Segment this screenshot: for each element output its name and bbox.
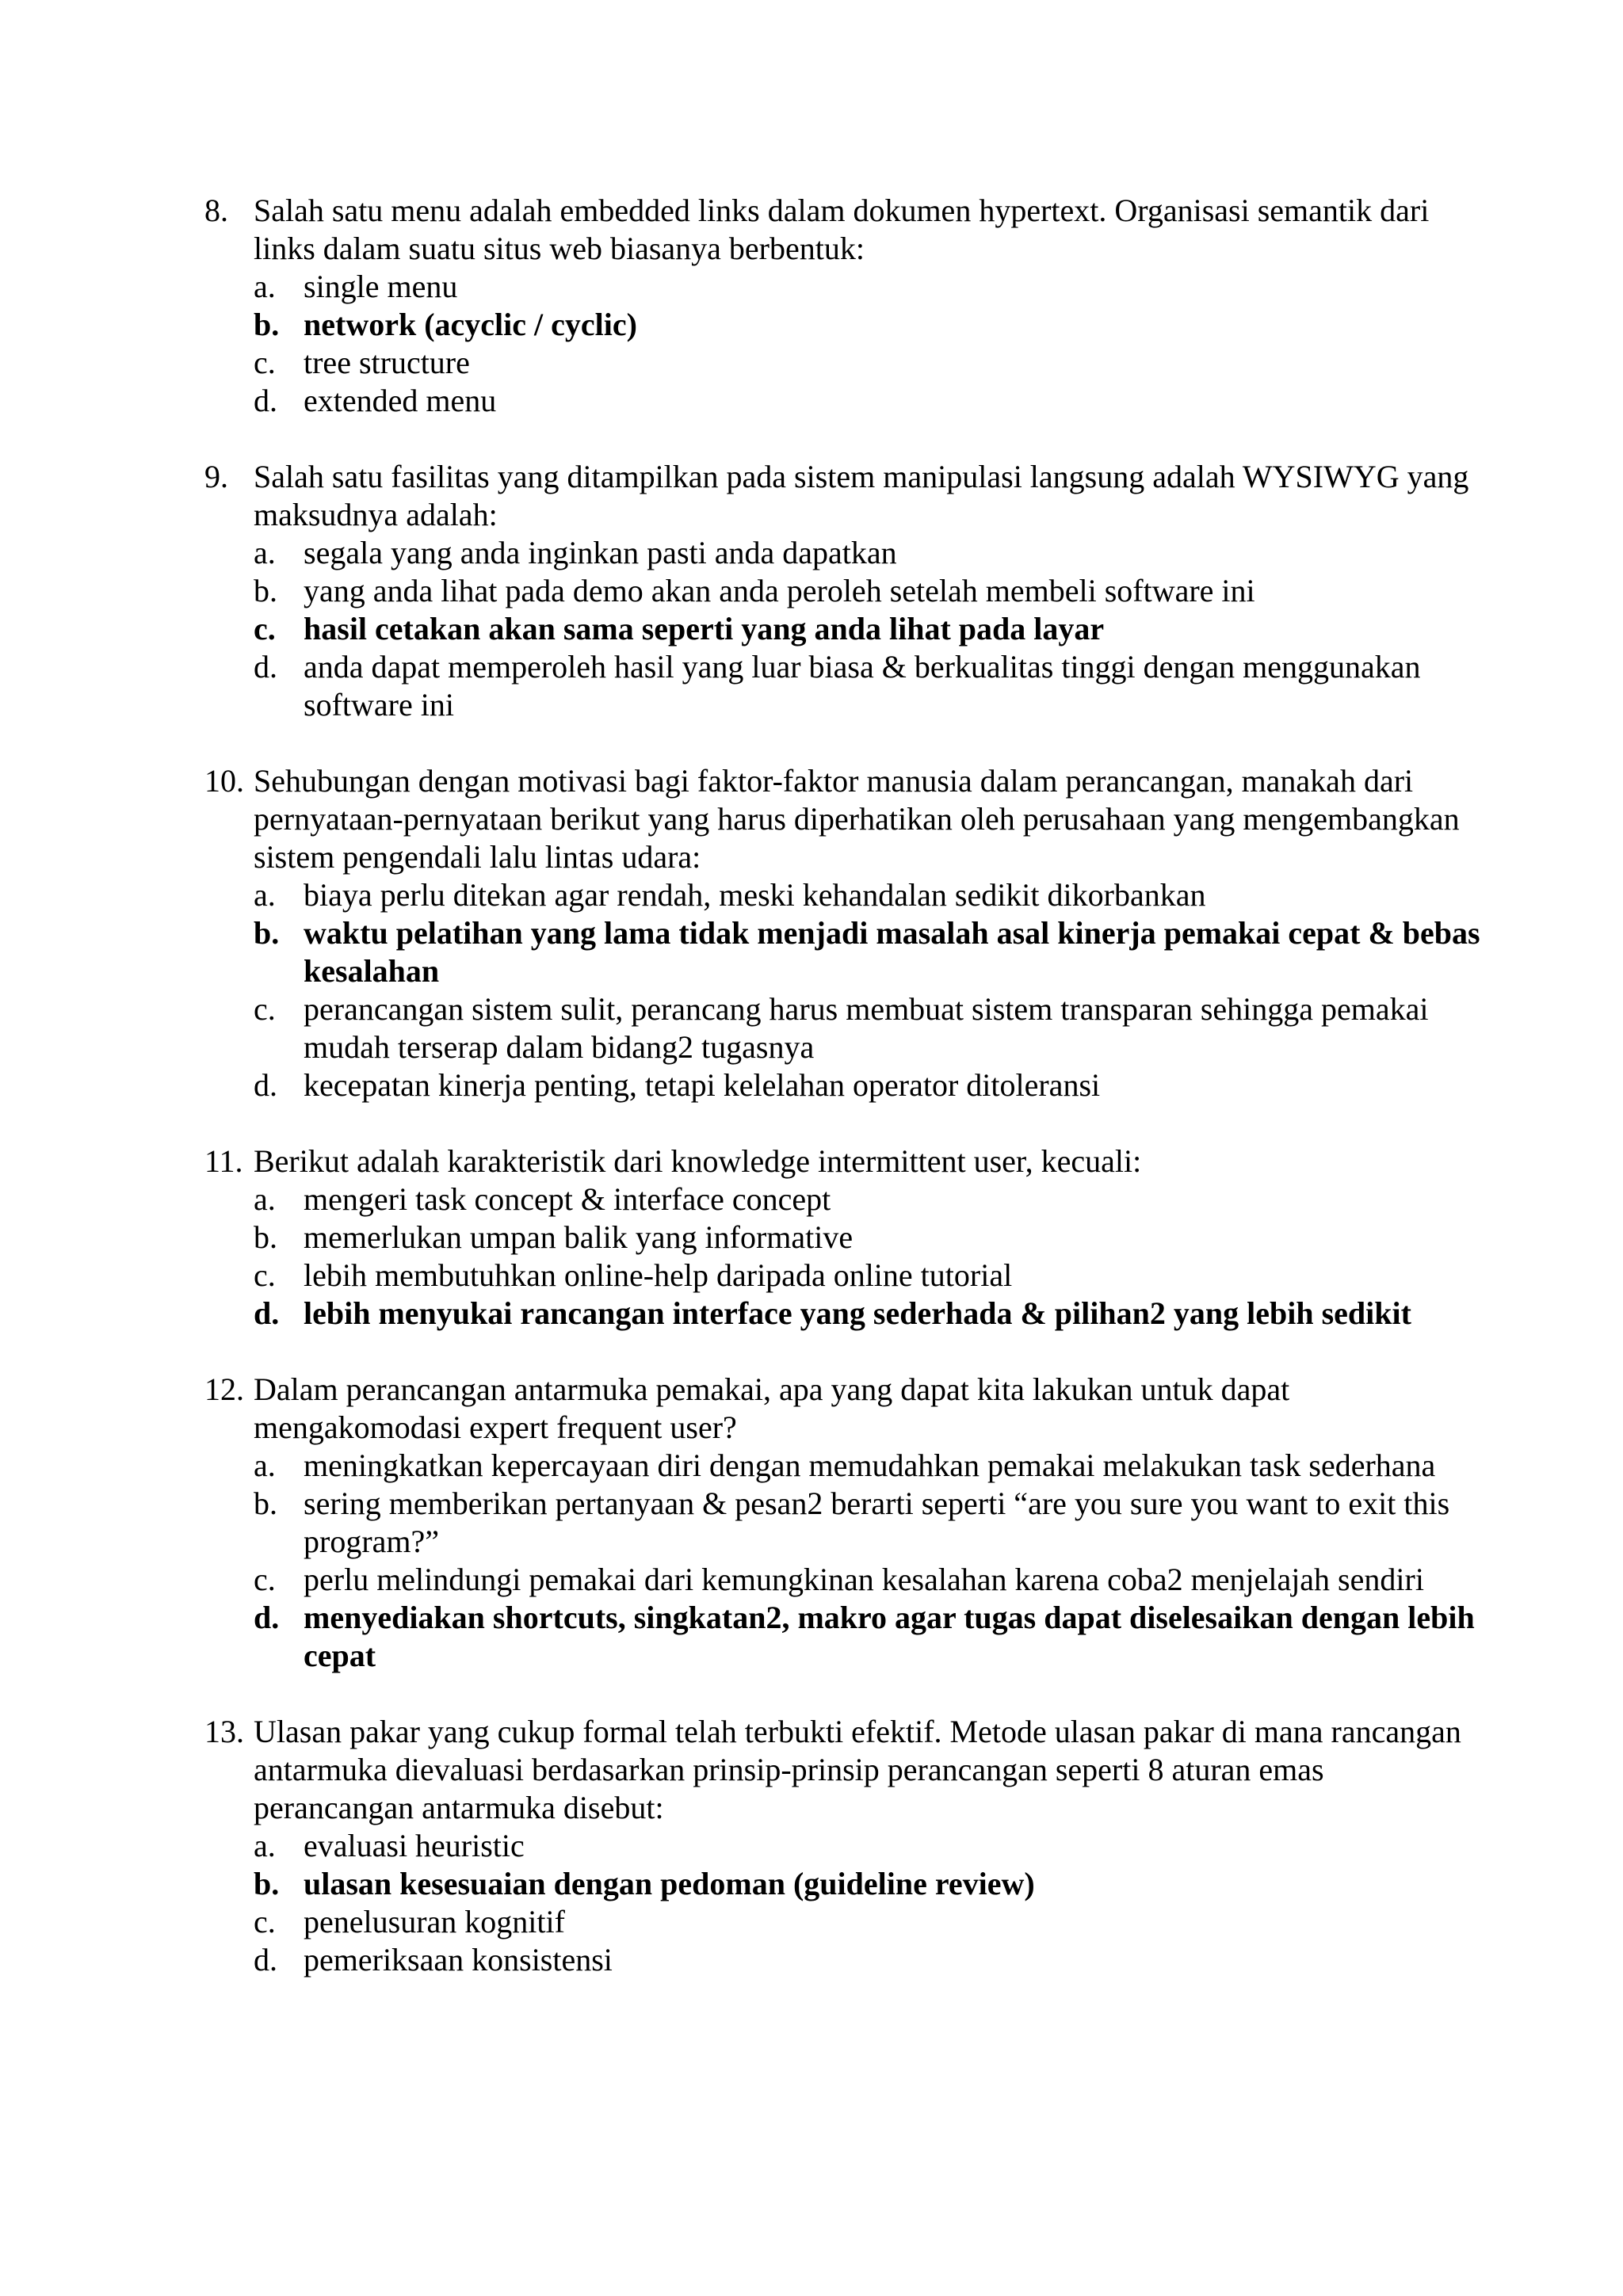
- option-list: [204, 1180, 1488, 1333]
- option-text: hasil cetakan akan sama seperti yang anda lihat pada layar: [304, 611, 1105, 646]
- option-text: penelusuran kognitif: [304, 1904, 565, 1939]
- option-text: biaya perlu ditekan agar rendah, meski kehandalan sedikit dikorbankan: [304, 877, 1206, 913]
- option-a: [204, 1180, 1488, 1219]
- option-list: [204, 268, 1488, 420]
- question-text: Sehubungan dengan motivasi bagi faktor-faktor manusia dalam perancangan, manakah dari pernyataan-pernyataan berikut yang harus diperhatikan oleh perusahaan yang mengembangkan sistem pengendali lalu lintas udara:: [254, 763, 1460, 875]
- option-label: a.: [254, 877, 276, 913]
- option-c: [204, 344, 1488, 382]
- question-stem: [204, 458, 1488, 534]
- option-b: [204, 1485, 1488, 1561]
- question-9: [204, 458, 1488, 724]
- question-12: [204, 1371, 1488, 1675]
- question-13: [204, 1713, 1488, 1979]
- option-label: d.: [254, 383, 277, 418]
- option-label: d.: [254, 1295, 280, 1331]
- option-text: evaluasi heuristic: [304, 1828, 525, 1863]
- option-text: anda dapat memperoleh hasil yang luar biasa & berkualitas tinggi dengan menggunakan software ini: [304, 649, 1421, 723]
- option-text: sering memberikan pertanyaan & pesan2 berarti seperti “are you sure you want to exit this program?”: [304, 1486, 1450, 1559]
- option-label: b.: [254, 915, 280, 951]
- option-b-correct: [204, 306, 1488, 344]
- option-d-correct: [204, 1295, 1488, 1333]
- option-a: [204, 1827, 1488, 1865]
- option-c: [204, 1257, 1488, 1295]
- question-stem: [204, 192, 1488, 268]
- option-label: d.: [254, 1942, 277, 1978]
- option-text: waktu pelatihan yang lama tidak menjadi masalah asal kinerja pemakai cepat & bebas kesalahan: [304, 915, 1480, 989]
- option-text: ulasan kesesuaian dengan pedoman (guideline review): [304, 1866, 1035, 1901]
- option-label: c.: [254, 1904, 276, 1939]
- question-stem: [204, 762, 1488, 876]
- option-a: [204, 534, 1488, 572]
- option-label: a.: [254, 269, 276, 304]
- option-list: [204, 1447, 1488, 1675]
- option-label: b.: [254, 1486, 277, 1521]
- option-label: a.: [254, 1181, 276, 1217]
- question-text: Ulasan pakar yang cukup formal telah terbukti efektif. Metode ulasan pakar di mana rancangan antarmuka dievaluasi berdasarkan prinsip-prinsip perancangan seperti 8 aturan emas perancangan antarmuka disebut:: [254, 1714, 1461, 1825]
- option-d-correct: [204, 1599, 1488, 1675]
- option-label: d.: [254, 1600, 280, 1635]
- option-text: lebih membutuhkan online-help daripada online tutorial: [304, 1257, 1013, 1293]
- question-stem: [204, 1142, 1488, 1180]
- question-text: Dalam perancangan antarmuka pemakai, apa yang dapat kita lakukan untuk dapat mengakomodasi expert frequent user?: [254, 1371, 1290, 1445]
- question-number: 11.: [204, 1143, 243, 1179]
- option-list: [204, 876, 1488, 1104]
- option-c: [204, 1561, 1488, 1599]
- option-text: perancangan sistem sulit, perancang harus membuat sistem transparan sehingga pemakai mudah terserap dalam bidang2 tugasnya: [304, 991, 1429, 1065]
- option-label: a.: [254, 1828, 276, 1863]
- option-text: lebih menyukai rancangan interface yang sederhada & pilihan2 yang lebih sedikit: [304, 1295, 1411, 1331]
- option-label: c.: [254, 991, 276, 1027]
- option-text: tree structure: [304, 345, 470, 380]
- option-c-correct: [204, 610, 1488, 648]
- option-label: b.: [254, 1866, 280, 1901]
- option-a: [204, 876, 1488, 914]
- question-number: 10.: [204, 763, 244, 799]
- option-label: d.: [254, 649, 277, 685]
- question-text: Salah satu menu adalah embedded links dalam dokumen hypertext. Organisasi semantik dari links dalam suatu situs web biasanya berbentuk:: [254, 193, 1430, 266]
- option-d: [204, 1066, 1488, 1104]
- option-label: b.: [254, 573, 277, 608]
- option-c: [204, 1903, 1488, 1941]
- option-b-correct: [204, 914, 1488, 990]
- option-text: single menu: [304, 269, 458, 304]
- option-text: kecepatan kinerja penting, tetapi kelelahan operator ditoleransi: [304, 1067, 1101, 1103]
- option-label: c.: [254, 1257, 276, 1293]
- option-list: [204, 1827, 1488, 1979]
- option-text: segala yang anda inginkan pasti anda dapatkan: [304, 535, 897, 570]
- option-text: network (acyclic / cyclic): [304, 307, 637, 342]
- question-text: Salah satu fasilitas yang ditampilkan pada sistem manipulasi langsung adalah WYSIWYG yang maksudnya adalah:: [254, 459, 1469, 532]
- question-text: Berikut adalah karakteristik dari knowledge intermittent user, kecuali:: [254, 1143, 1142, 1179]
- option-d: [204, 1941, 1488, 1979]
- option-label: c.: [254, 1562, 276, 1597]
- question-8: [204, 192, 1488, 420]
- question-stem: [204, 1713, 1488, 1827]
- question-number: 8.: [204, 193, 228, 228]
- option-c: [204, 990, 1488, 1066]
- option-label: c.: [254, 611, 276, 646]
- option-a: [204, 1447, 1488, 1485]
- question-stem: [204, 1371, 1488, 1447]
- option-text: perlu melindungi pemakai dari kemungkinan kesalahan karena coba2 menjelajah sendiri: [304, 1562, 1424, 1597]
- option-b: [204, 572, 1488, 610]
- option-label: b.: [254, 1219, 277, 1255]
- question-11: [204, 1142, 1488, 1333]
- option-list: [204, 534, 1488, 724]
- option-text: pemeriksaan konsistensi: [304, 1942, 613, 1978]
- option-text: mengeri task concept & interface concept: [304, 1181, 831, 1217]
- question-number: 9.: [204, 459, 228, 494]
- option-label: b.: [254, 307, 280, 342]
- question-number: 12.: [204, 1371, 244, 1407]
- option-text: memerlukan umpan balik yang informative: [304, 1219, 854, 1255]
- option-text: yang anda lihat pada demo akan anda peroleh setelah membeli software ini: [304, 573, 1255, 608]
- option-b: [204, 1219, 1488, 1257]
- option-text: meningkatkan kepercayaan diri dengan memudahkan pemakai melakukan task sederhana: [304, 1447, 1436, 1483]
- option-text: extended menu: [304, 383, 497, 418]
- option-label: d.: [254, 1067, 277, 1103]
- option-label: a.: [254, 1447, 276, 1483]
- option-d: [204, 382, 1488, 420]
- option-label: c.: [254, 345, 276, 380]
- option-text: menyediakan shortcuts, singkatan2, makro agar tugas dapat diselesaikan dengan lebih cepat: [304, 1600, 1475, 1673]
- option-d: [204, 648, 1488, 724]
- option-b-correct: [204, 1865, 1488, 1903]
- option-a: [204, 268, 1488, 306]
- question-10: [204, 762, 1488, 1104]
- option-label: a.: [254, 535, 276, 570]
- question-number: 13.: [204, 1714, 244, 1749]
- question-list: [204, 192, 1488, 2017]
